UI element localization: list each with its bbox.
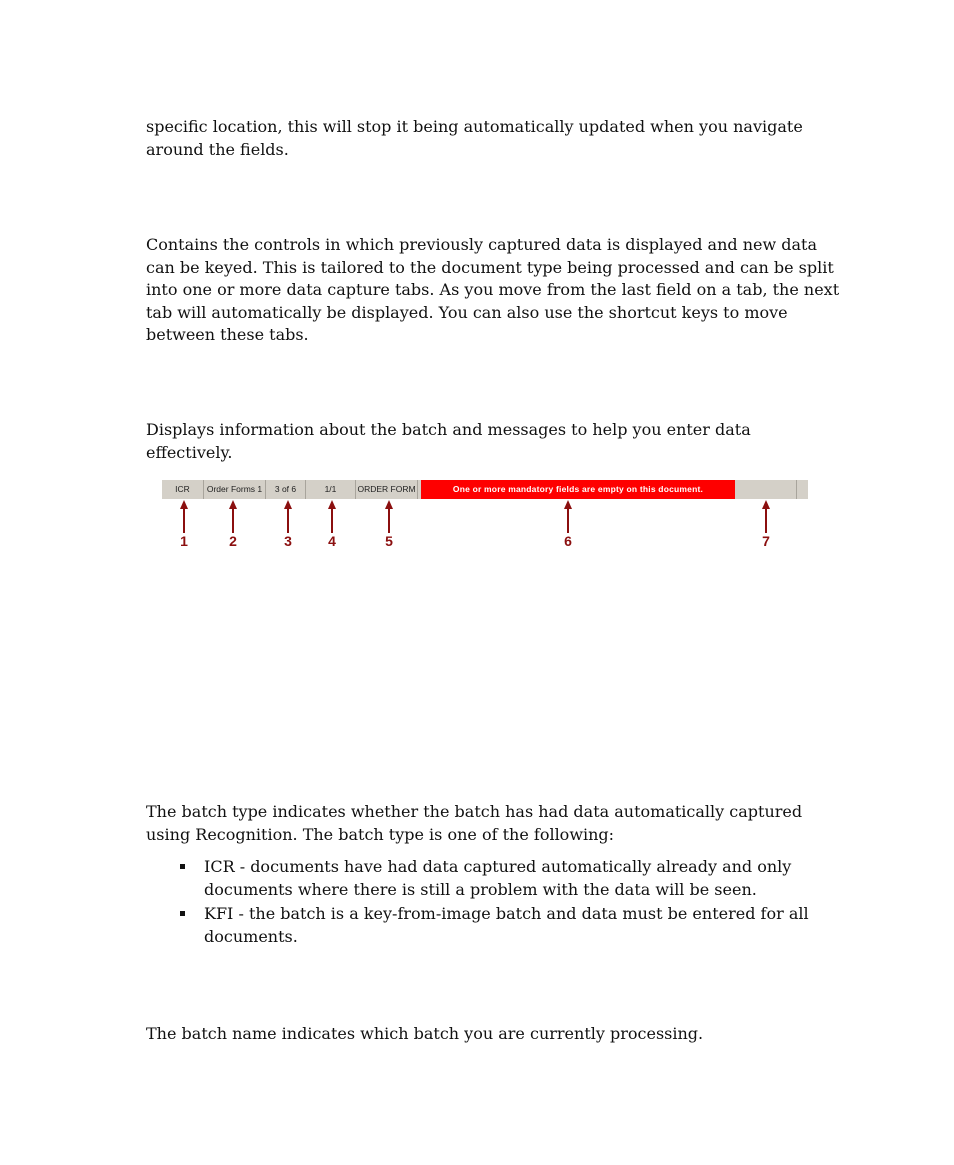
paragraph-location-note: [146, 116, 836, 161]
batch-type-list: [178, 856, 818, 950]
status-page-position: 1/1: [306, 480, 356, 499]
callout-number: 7: [762, 533, 770, 549]
text-line: documents.: [204, 926, 298, 946]
text-line: into one or more data capture tabs. As you move from the last field on a tab, the next: [146, 280, 840, 299]
callout-number: 5: [385, 533, 393, 549]
text-line: Displays information about the batch and messages to help you enter data: [146, 420, 751, 439]
callout-number: 1: [180, 533, 188, 549]
text-line: The batch name indicates which batch you are currently processing.: [146, 1024, 704, 1043]
list-item: [178, 903, 818, 948]
text-line: specific location, this will stop it being automatically updated when you navigate: [146, 117, 803, 136]
text-line: between these tabs.: [146, 325, 309, 344]
callout-number: 2: [229, 533, 237, 549]
callout-number: 6: [564, 533, 572, 549]
status-batch-name: Order Forms 1: [204, 480, 266, 499]
text-line: tab will automatically be displayed. You can also use the shortcut keys to move: [146, 302, 788, 322]
status-document-type: ORDER FORM: [356, 480, 418, 499]
text-line: documents where there is still a problem with the data will be seen.: [204, 879, 757, 899]
paragraph-batch-type: [146, 801, 836, 846]
paragraph-status-bar-intro: [146, 419, 836, 464]
text-line: KFI - the batch is a key-from-image batch and data must be entered for all: [204, 904, 809, 923]
text-line: using Recognition. The batch type is one of the following:: [146, 824, 615, 844]
text-line: The batch type indicates whether the batch has had data automatically captured: [146, 802, 803, 821]
status-document-position: 3 of 6: [266, 480, 306, 499]
text-line: around the fields.: [146, 139, 289, 159]
callout-number: 3: [284, 533, 292, 549]
list-item: [178, 856, 818, 901]
paragraph-data-capture-area: [146, 234, 840, 347]
status-message: One or more mandatory fields are empty on this document.: [421, 480, 735, 499]
callout-number: 4: [328, 533, 336, 549]
status-batch-type: ICR: [162, 480, 204, 499]
text-line: effectively.: [146, 442, 233, 462]
status-extra-panel: [737, 480, 797, 499]
text-line: Contains the controls in which previously captured data is displayed and new data: [146, 235, 818, 254]
text-line: ICR - documents have had data captured automatically already and only: [204, 857, 792, 876]
text-line: can be keyed. This is tailored to the document type being processed and can be split: [146, 257, 834, 277]
status-bar-figure: [162, 480, 808, 499]
paragraph-batch-name: [146, 1023, 836, 1046]
bullet-square-icon: [180, 864, 185, 869]
bullet-square-icon: [180, 911, 185, 916]
